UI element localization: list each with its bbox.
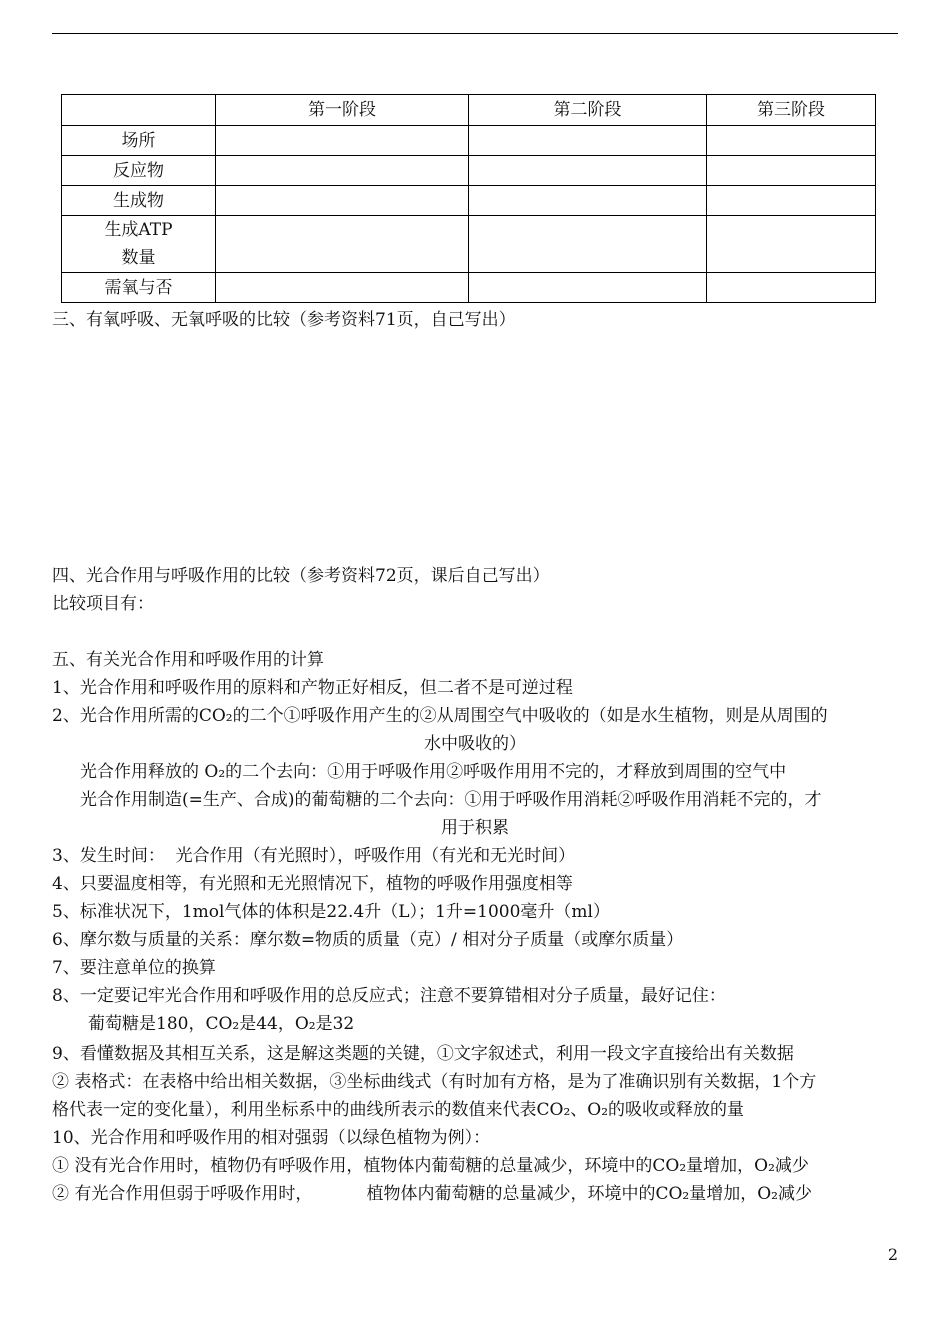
table-row [62,156,876,186]
item-2-line-1: 2、光合作用所需的CO₂的二个①呼吸作用产生的②从周围空气中吸收的（如是水生植物，则是从周围的 [52,706,828,726]
item-9-line-2: ② 表格式：在表格中给出相关数据，③坐标曲线式（有时加有方格，是为了准确识别有关数据，1个方 [52,1072,817,1092]
table-cell [469,273,707,303]
table-header-row [62,95,876,126]
section-3-title: 三、有氧呼吸、无氧呼吸的比较（参考资料71页，自己写出） [52,310,516,330]
respiration-stage-table [61,94,876,303]
table-header-cell: 第二阶段 [469,95,707,126]
row-label: 生成物 [62,186,216,216]
row-label: 需氧与否 [62,273,216,303]
item-7: 7、要注意单位的换算 [52,958,216,978]
item-10-point-1: ① 没有光合作用时，植物仍有呼吸作用，植物体内葡萄糖的总量减少，环境中的CO₂量增加，O₂减少 [52,1156,809,1176]
item-8-line-1: 8、一定要记牢光合作用和呼吸作用的总反应式；注意不要算错相对分子质量，最好记住： [52,986,726,1006]
item-2-line-5: 用于积累 [441,818,509,838]
table-cell [216,186,469,216]
table-cell [216,216,469,273]
table-cell [216,273,469,303]
table-row [62,216,876,273]
table-cell [469,156,707,186]
section-4-title: 四、光合作用与呼吸作用的比较（参考资料72页，课后自己写出） [52,566,550,586]
table-cell [707,216,876,273]
table-cell [707,156,876,186]
item-2-line-2: 水中吸收的） [424,734,526,754]
item-1: 1、光合作用和呼吸作用的原料和产物正好相反，但二者不是可逆过程 [52,678,573,698]
table-cell [469,216,707,273]
table-header-cell: 第三阶段 [707,95,876,126]
item-2-line-3: 光合作用释放的 O₂的二个去向：①用于呼吸作用②呼吸作用用不完的，才释放到周围的空气中 [80,762,787,782]
table-row [62,273,876,303]
item-6: 6、摩尔数与质量的关系：摩尔数=物质的质量（克）/ 相对分子质量（或摩尔质量） [52,930,684,950]
item-5: 5、标准状况下，1mol气体的体积是22.4升（L）；1升=1000毫升（ml） [52,902,610,922]
page-number: 2 [887,1245,898,1264]
header-rule [52,33,898,34]
section-4-items: 比较项目有： [52,594,154,614]
table-cell [469,186,707,216]
table-header-cell [62,95,216,126]
section-5-title: 五、有关光合作用和呼吸作用的计算 [52,650,324,670]
table-cell [216,126,469,156]
table-cell [707,273,876,303]
item-10-point-2: ② 有光合作用但弱于呼吸作用时， 植物体内葡萄糖的总量减少，环境中的CO₂量增加，O₂减少 [52,1184,812,1204]
item-9-line-1: 9、看懂数据及其相互关系，这是解这类题的关键，①文字叙述式，利用一段文字直接给出有关数据 [52,1044,794,1064]
table-cell [707,126,876,156]
row-label: 场所 [62,126,216,156]
item-9-line-3: 格代表一定的变化量），利用坐标系中的曲线所表示的数值来代表CO₂、O₂的吸收或释放的量 [52,1100,745,1120]
item-8-line-2: 葡萄糖是180，CO₂是44，O₂是32 [88,1014,355,1034]
table-cell [216,156,469,186]
table-cell [469,126,707,156]
table-cell [707,186,876,216]
table-row [62,186,876,216]
table-header-cell: 第一阶段 [216,95,469,126]
table-row [62,126,876,156]
row-label: 生成ATP 数量 [62,216,216,273]
item-2-line-4: 光合作用制造(=生产、合成)的葡萄糖的二个去向：①用于呼吸作用消耗②呼吸作用消耗不完的，才 [80,790,822,810]
item-4: 4、只要温度相等，有光照和无光照情况下，植物的呼吸作用强度相等 [52,874,573,894]
item-10-title: 10、光合作用和呼吸作用的相对强弱（以绿色植物为例）： [52,1128,491,1148]
item-3: 3、发生时间： 光合作用（有光照时），呼吸作用（有光和无光时间） [52,846,576,866]
row-label: 反应物 [62,156,216,186]
